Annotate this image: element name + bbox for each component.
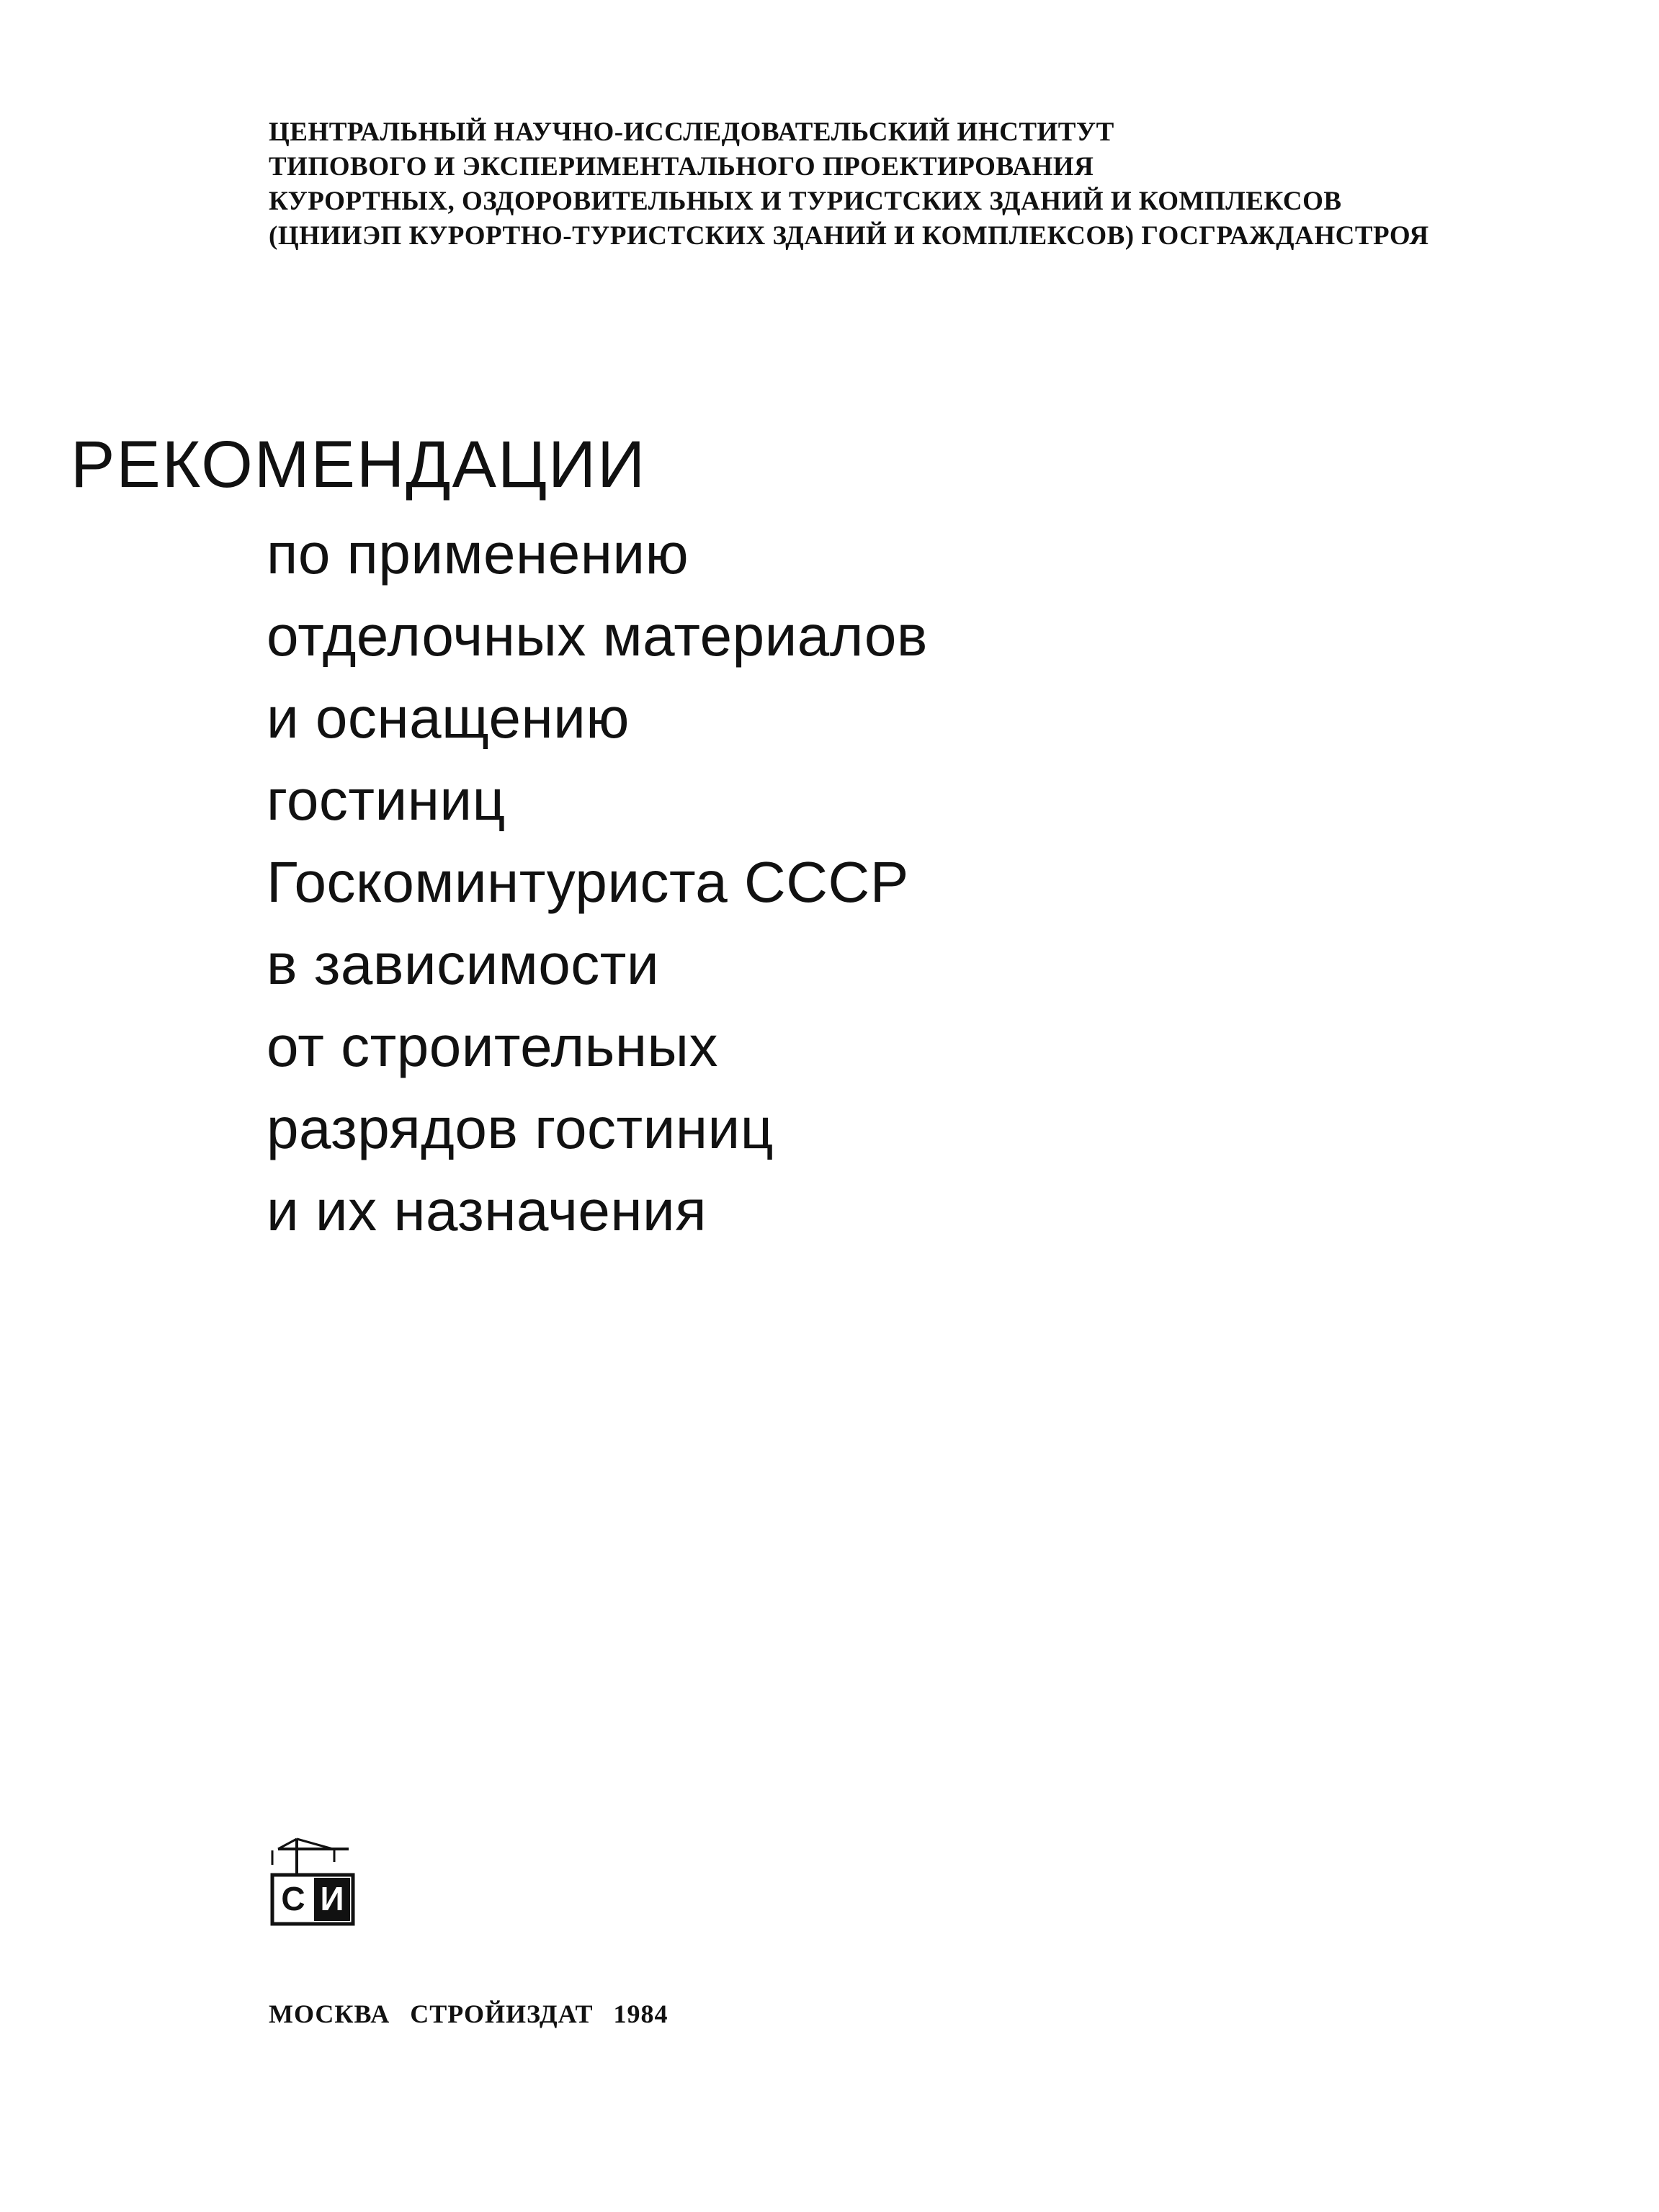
institute-line-2: ТИПОВОГО И ЭКСПЕРИМЕНТАЛЬНОГО ПРОЕКТИРОВАНИЯ bbox=[269, 152, 1094, 182]
svg-text:И: И bbox=[320, 1880, 344, 1917]
institute-line-4: (ЦНИИЭП КУРОРТНО-ТУРИСТСКИХ ЗДАНИЙ И КОМПЛЕКСОВ) ГОСГРАЖДАНСТРОЯ bbox=[269, 221, 1429, 251]
subtitle-line-4: гостиниц bbox=[267, 768, 506, 832]
stroyizdat-logo-icon bbox=[268, 1833, 359, 1927]
subtitle-line-2: отделочных материалов bbox=[267, 604, 928, 668]
imprint-city: МОСКВА bbox=[269, 2000, 390, 2028]
subtitle-line-8: разрядов гостиниц bbox=[267, 1096, 774, 1160]
subtitle-line-7: от строительных bbox=[267, 1014, 719, 1078]
institute-header bbox=[269, 115, 1529, 254]
imprint-year: 1984 bbox=[613, 2000, 668, 2028]
subtitle-line-9: и их назначения bbox=[267, 1178, 707, 1242]
subtitle-line-1: по применению bbox=[267, 521, 689, 586]
subtitle-line-6: в зависимости bbox=[267, 932, 660, 996]
institute-line-1: ЦЕНТРАЛЬНЫЙ НАУЧНО-ИССЛЕДОВАТЕЛЬСКИЙ ИНСТИТУТ bbox=[269, 117, 1114, 147]
svg-text:С: С bbox=[281, 1880, 305, 1917]
subtitle-line-3: и оснащению bbox=[267, 686, 630, 750]
imprint bbox=[269, 1999, 681, 2029]
imprint-publisher: СТРОЙИЗДАТ bbox=[410, 2000, 594, 2028]
document-subtitle bbox=[267, 513, 928, 1252]
subtitle-line-5: Госкоминтуриста СССР bbox=[267, 850, 909, 914]
document-title: РЕКОМЕНДАЦИИ bbox=[71, 428, 647, 501]
institute-line-3: КУРОРТНЫХ, ОЗДОРОВИТЕЛЬНЫХ И ТУРИСТСКИХ ЗДАНИЙ И КОМПЛЕКСОВ bbox=[269, 187, 1342, 216]
